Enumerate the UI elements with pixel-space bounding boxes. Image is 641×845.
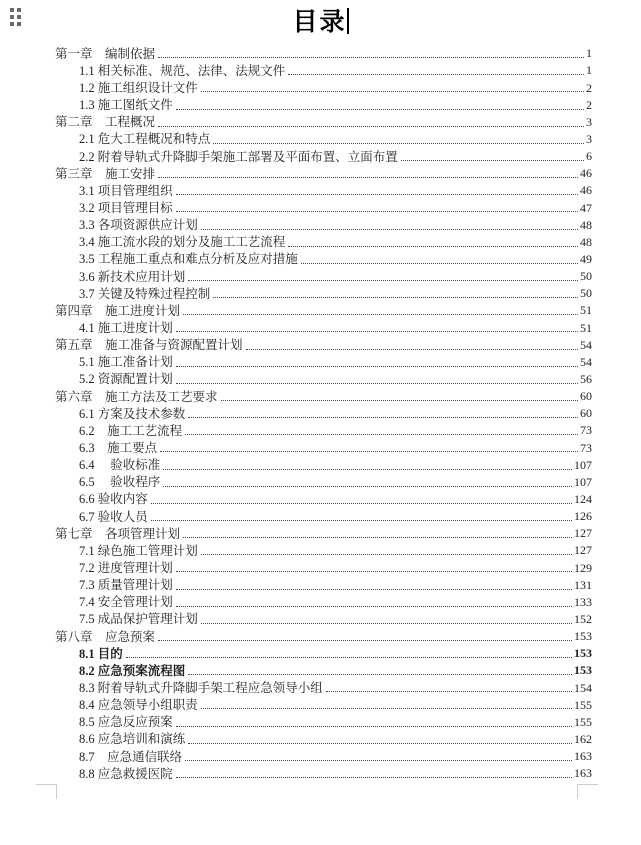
toc-entry[interactable] bbox=[55, 575, 592, 592]
toc-entry[interactable] bbox=[55, 627, 592, 644]
dot-leader bbox=[213, 297, 578, 298]
toc-entry-page: 155 bbox=[574, 697, 592, 712]
toc-entry-label: 6.4 验收标准 bbox=[79, 458, 161, 473]
toc-entry-label: 8.6 应急培训和演练 bbox=[79, 732, 186, 747]
toc-entry-label: 1.2 施工组织设计文件 bbox=[79, 81, 198, 96]
toc-entry-page: 153 bbox=[574, 663, 592, 678]
toc-entry[interactable] bbox=[55, 233, 592, 250]
toc-entry-page: 107 bbox=[574, 457, 592, 472]
toc-entry-page: 50 bbox=[580, 269, 592, 284]
toc-entry-page: 48 bbox=[580, 234, 592, 249]
toc-entry-label: 6.3 施工要点 bbox=[79, 441, 158, 455]
toc-entry[interactable] bbox=[55, 387, 592, 404]
toc-entry[interactable] bbox=[55, 404, 592, 421]
toc-entry-label: 第七章 各项管理计划 bbox=[55, 526, 181, 541]
toc-entry-label: 3.1 项目管理组织 bbox=[79, 183, 173, 198]
toc-entry-label: 8.1 目的 bbox=[79, 646, 123, 661]
toc-entry-page: 163 bbox=[574, 749, 592, 764]
dot-leader bbox=[188, 743, 572, 744]
toc-entry-label: 第一章 编制依据 bbox=[55, 46, 156, 61]
toc-entry-page: 124 bbox=[574, 492, 592, 506]
toc-entry[interactable] bbox=[55, 147, 592, 164]
toc-entry[interactable] bbox=[55, 507, 592, 524]
toc-entry-label: 3.3 各项资源供应计划 bbox=[79, 218, 198, 233]
toc-entry-label: 3.7 关键及特殊过程控制 bbox=[79, 286, 211, 301]
toc-entry-label: 7.2 进度管理计划 bbox=[79, 560, 173, 575]
dot-leader bbox=[176, 366, 578, 367]
toc-entry-label: 5.1 施工准备计划 bbox=[79, 355, 173, 370]
dot-leader bbox=[163, 469, 572, 470]
table-of-contents bbox=[55, 44, 592, 781]
toc-entry-label: 1.3 施工图纸文件 bbox=[79, 98, 173, 113]
toc-entry-page: 127 bbox=[574, 543, 592, 558]
dot-leader bbox=[151, 503, 572, 504]
toc-entry[interactable] bbox=[55, 730, 592, 747]
toc-entry-label: 8.5 应急反应预案 bbox=[79, 715, 173, 730]
dot-leader bbox=[288, 74, 584, 75]
dot-leader bbox=[288, 246, 578, 247]
toc-entry-page: 60 bbox=[580, 389, 592, 404]
toc-entry[interactable] bbox=[55, 490, 592, 507]
toc-entry[interactable] bbox=[55, 455, 592, 472]
toc-entry-label: 7.3 质量管理计划 bbox=[79, 578, 173, 593]
toc-entry-label: 8.3 附着导轨式升降脚手架工程应急领导小组 bbox=[79, 680, 323, 695]
toc-entry[interactable] bbox=[55, 661, 592, 678]
toc-entry[interactable] bbox=[55, 353, 592, 370]
dot-leader bbox=[201, 229, 578, 230]
dot-leader bbox=[188, 674, 572, 675]
page-title[interactable]: 目录 bbox=[292, 9, 347, 36]
toc-entry-label: 6.5 验收程序 bbox=[79, 475, 161, 490]
toc-entry[interactable] bbox=[55, 473, 592, 490]
dot-leader bbox=[163, 486, 572, 487]
toc-entry-label: 5.2 资源配置计划 bbox=[79, 372, 173, 387]
toc-entry-label: 6.7 验收人员 bbox=[79, 509, 148, 524]
dot-leader bbox=[176, 726, 572, 727]
toc-entry-page: 2 bbox=[586, 97, 592, 112]
dot-leader bbox=[188, 280, 578, 281]
dot-leader bbox=[176, 331, 578, 332]
toc-entry-label: 8.2 应急预案流程图 bbox=[79, 663, 186, 678]
text-cursor-icon bbox=[347, 8, 349, 34]
toc-entry[interactable] bbox=[55, 524, 592, 541]
dot-leader bbox=[176, 383, 578, 384]
toc-entry[interactable] bbox=[55, 198, 592, 215]
toc-entry-page: 50 bbox=[580, 286, 592, 301]
toc-entry[interactable] bbox=[55, 113, 592, 130]
dot-leader bbox=[158, 126, 584, 127]
dot-leader bbox=[176, 606, 572, 607]
toc-entry[interactable] bbox=[55, 267, 592, 284]
toc-entry-page: 162 bbox=[574, 731, 592, 746]
dot-leader bbox=[176, 571, 572, 572]
dot-leader bbox=[183, 537, 572, 538]
dot-leader bbox=[213, 143, 584, 144]
dot-leader bbox=[201, 623, 572, 624]
toc-entry-page: 133 bbox=[574, 594, 592, 609]
dot-leader bbox=[201, 554, 572, 555]
toc-entry-label: 7.4 安全管理计划 bbox=[79, 595, 173, 610]
toc-entry[interactable] bbox=[55, 695, 592, 712]
toc-entry-label: 8.8 应急救援医院 bbox=[79, 766, 173, 781]
toc-entry-page: 126 bbox=[574, 509, 592, 524]
dot-leader bbox=[183, 314, 578, 315]
toc-entry-page: 73 bbox=[580, 440, 592, 455]
toc-entry-label: 4.1 施工进度计划 bbox=[79, 321, 173, 336]
toc-entry-page: 51 bbox=[580, 320, 592, 335]
toc-entry-label: 7.1 绿色施工管理计划 bbox=[79, 543, 198, 558]
dot-leader bbox=[246, 349, 578, 350]
dot-leader bbox=[221, 400, 578, 401]
dot-leader bbox=[158, 640, 572, 641]
dot-leader bbox=[158, 57, 584, 58]
toc-entry-page: 56 bbox=[580, 372, 592, 387]
toc-entry[interactable] bbox=[55, 541, 592, 558]
dot-leader bbox=[201, 91, 584, 92]
toc-entry-page: 3 bbox=[586, 132, 592, 147]
toc-entry-page: 48 bbox=[580, 217, 592, 232]
toc-entry-page: 47 bbox=[580, 200, 592, 215]
toc-entry-page: 1 bbox=[586, 63, 592, 78]
toc-entry-page: 1 bbox=[586, 46, 592, 61]
toc-entry-page: 3 bbox=[586, 114, 592, 129]
toc-entry-page: 46 bbox=[580, 166, 592, 181]
toc-entry[interactable] bbox=[55, 421, 592, 438]
toc-entry[interactable] bbox=[55, 61, 592, 78]
dot-leader bbox=[176, 589, 572, 590]
dot-leader bbox=[185, 434, 578, 435]
toc-entry[interactable] bbox=[55, 181, 592, 198]
toc-entry-page: 127 bbox=[574, 526, 592, 541]
toc-entry[interactable] bbox=[55, 678, 592, 695]
page-margin-mark-right bbox=[577, 784, 598, 799]
toc-entry-page: 51 bbox=[580, 303, 592, 318]
dot-leader bbox=[176, 194, 578, 195]
toc-entry-page: 49 bbox=[580, 252, 592, 267]
toc-entry-page: 155 bbox=[574, 714, 592, 729]
toc-entry[interactable] bbox=[55, 318, 592, 335]
dot-leader bbox=[176, 211, 578, 212]
toc-entry-label: 6.2 施工工艺流程 bbox=[79, 423, 183, 438]
toc-entry-page: 60 bbox=[580, 406, 592, 421]
dot-leader bbox=[326, 691, 572, 692]
toc-entry[interactable] bbox=[55, 130, 592, 147]
toc-entry-label: 2.2 附着导轨式升降脚手架施工部署及平面布置、立面布置 bbox=[79, 149, 398, 164]
toc-entry-page: 54 bbox=[580, 354, 592, 369]
toc-entry-label: 8.7 应急通信联络 bbox=[79, 749, 183, 764]
dot-leader bbox=[158, 177, 578, 178]
toc-entry-label: 3.5 工程施工重点和难点分析及应对措施 bbox=[79, 252, 298, 267]
toc-entry-page: 107 bbox=[574, 474, 592, 489]
dot-leader bbox=[188, 417, 578, 418]
toc-entry-label: 第三章 施工安排 bbox=[55, 166, 156, 181]
toc-entry-label: 6.1 方案及技术参数 bbox=[79, 406, 186, 421]
toc-entry-page: 154 bbox=[574, 680, 592, 695]
toc-entry-label: 8.4 应急领导小组职责 bbox=[79, 698, 198, 713]
toc-entry-label: 第八章 应急预案 bbox=[55, 629, 156, 644]
toc-entry-label: 第四章 施工进度计划 bbox=[55, 303, 181, 318]
toc-entry-label: 7.5 成品保护管理计划 bbox=[79, 612, 198, 627]
toc-entry-label: 第五章 施工准备与资源配置计划 bbox=[55, 338, 243, 353]
toc-entry-page: 163 bbox=[574, 766, 592, 781]
toc-entry-label: 6.6 验收内容 bbox=[79, 492, 148, 507]
toc-entry-page: 129 bbox=[574, 560, 592, 575]
toc-entry-label: 3.4 施工流水段的划分及施工工艺流程 bbox=[79, 235, 286, 250]
toc-entry[interactable] bbox=[55, 438, 592, 455]
toc-entry[interactable] bbox=[55, 284, 592, 301]
toc-entry-label: 第六章 施工方法及工艺要求 bbox=[55, 389, 218, 404]
toc-entry-page: 46 bbox=[580, 183, 592, 198]
toc-entry[interactable] bbox=[55, 95, 592, 112]
dot-leader bbox=[201, 708, 572, 709]
toc-entry[interactable] bbox=[55, 610, 592, 627]
toc-entry[interactable] bbox=[55, 370, 592, 387]
toc-entry-page: 54 bbox=[580, 337, 592, 352]
toc-entry[interactable] bbox=[55, 78, 592, 95]
toc-entry[interactable] bbox=[55, 301, 592, 318]
dot-leader bbox=[176, 777, 572, 778]
toc-entry[interactable] bbox=[55, 558, 592, 575]
dot-leader bbox=[301, 263, 578, 264]
toc-entry[interactable] bbox=[55, 747, 592, 764]
dot-leader bbox=[176, 109, 584, 110]
page-margin-mark-left bbox=[36, 784, 57, 799]
toc-entry[interactable] bbox=[55, 44, 592, 61]
toc-entry-page: 131 bbox=[574, 577, 592, 592]
toc-entry[interactable] bbox=[55, 215, 592, 232]
toc-entry-label: 3.6 新技术应用计划 bbox=[79, 269, 186, 284]
toc-title-row bbox=[0, 2, 641, 38]
dot-leader bbox=[185, 760, 572, 761]
dot-leader bbox=[401, 160, 584, 161]
toc-entry-page: 2 bbox=[586, 80, 592, 95]
toc-entry[interactable] bbox=[55, 712, 592, 729]
toc-entry-label: 2.1 危大工程概况和特点 bbox=[79, 132, 211, 147]
toc-entry-label: 第二章 工程概况 bbox=[55, 115, 156, 130]
toc-entry-page: 152 bbox=[574, 611, 592, 626]
toc-entry-page: 6 bbox=[586, 149, 592, 164]
toc-entry-label: 3.2 项目管理目标 bbox=[79, 201, 173, 216]
toc-entry[interactable] bbox=[55, 250, 592, 267]
toc-entry-page: 73 bbox=[580, 423, 592, 438]
dot-leader bbox=[151, 520, 572, 521]
dot-leader bbox=[160, 451, 578, 452]
toc-entry[interactable] bbox=[55, 593, 592, 610]
toc-entry-page: 153 bbox=[574, 646, 592, 661]
toc-entry-label: 1.1 相关标准、规范、法律、法规文件 bbox=[79, 63, 286, 78]
toc-entry[interactable] bbox=[55, 335, 592, 352]
toc-entry[interactable] bbox=[55, 164, 592, 181]
toc-entry[interactable] bbox=[55, 764, 592, 781]
toc-entry-page: 153 bbox=[574, 629, 592, 644]
toc-entry[interactable] bbox=[55, 644, 592, 661]
dot-leader bbox=[126, 657, 572, 658]
